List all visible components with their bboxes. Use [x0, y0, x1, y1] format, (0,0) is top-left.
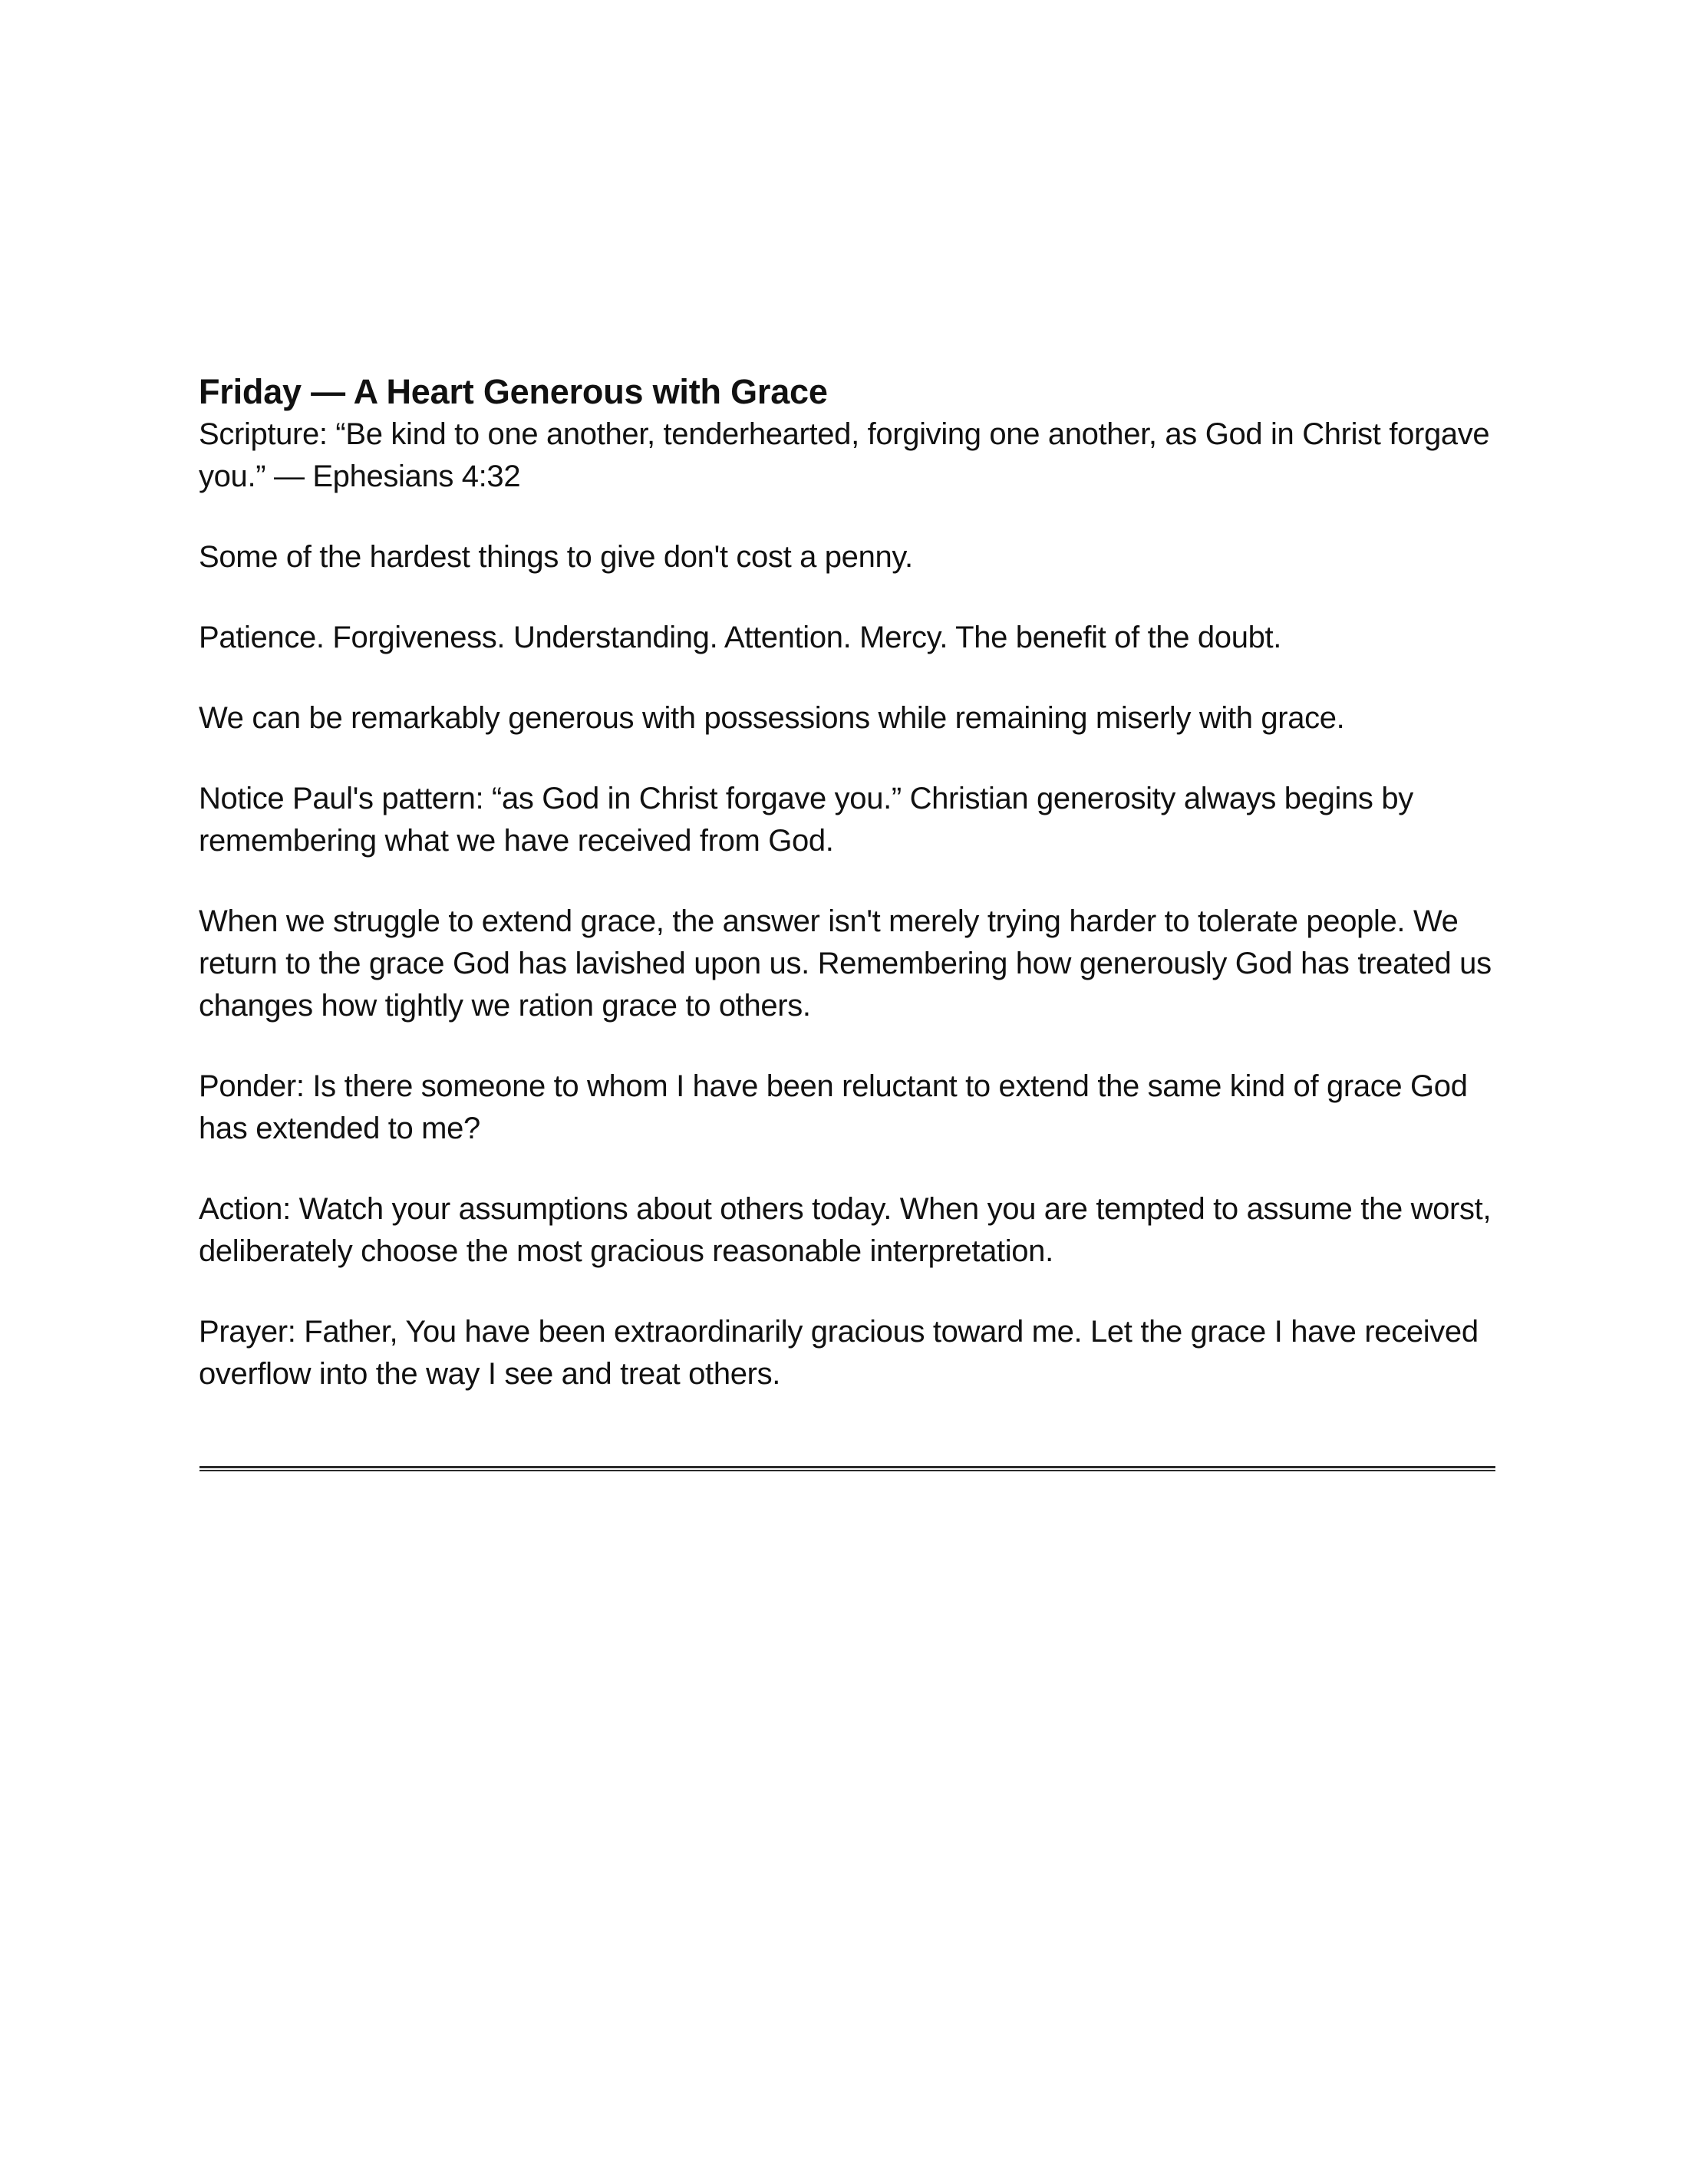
devotional-entry [199, 371, 1495, 1395]
section-divider [199, 1466, 1495, 1471]
ponder-paragraph: Ponder: Is there someone to whom I have been reluctant to extend the same kind of grace God has extended to me? [199, 1069, 1468, 1145]
entry-title: Friday — A Heart Generous with Grace [199, 372, 828, 411]
paragraph-intro: Some of the hardest things to give don't cost a penny. [199, 540, 913, 574]
action-paragraph: Action: Watch your assumptions about others today. When you are tempted to assume the worst, deliberately choose the most gracious reasonable interpretation. [199, 1192, 1492, 1268]
paragraph-list-of-gifts: Patience. Forgiveness. Understanding. Attention. Mercy. The benefit of the doubt. [199, 621, 1282, 654]
paragraph-extending-grace: When we struggle to extend grace, the answer isn't merely trying harder to tolerate people. We return to the grace God has lavished upon us. Remembering how generously God has treated us changes how tightly we ration grace to others. [199, 904, 1492, 1023]
paragraph-generosity-contrast: We can be remarkably generous with possessions while remaining miserly with grace. [199, 701, 1345, 735]
paragraph-pauls-pattern: Notice Paul's pattern: “as God in Christ forgave you.” Christian generosity always begins by remembering what we have received from God. [199, 782, 1413, 858]
scripture-reference: Scripture: “Be kind to one another, tenderhearted, forgiving one another, as God in Christ forgave you.” — Ephesians 4:32 [199, 417, 1490, 493]
prayer-paragraph: Prayer: Father, You have been extraordinarily gracious toward me. Let the grace I have received overflow into the way I see and treat others. [199, 1315, 1479, 1391]
